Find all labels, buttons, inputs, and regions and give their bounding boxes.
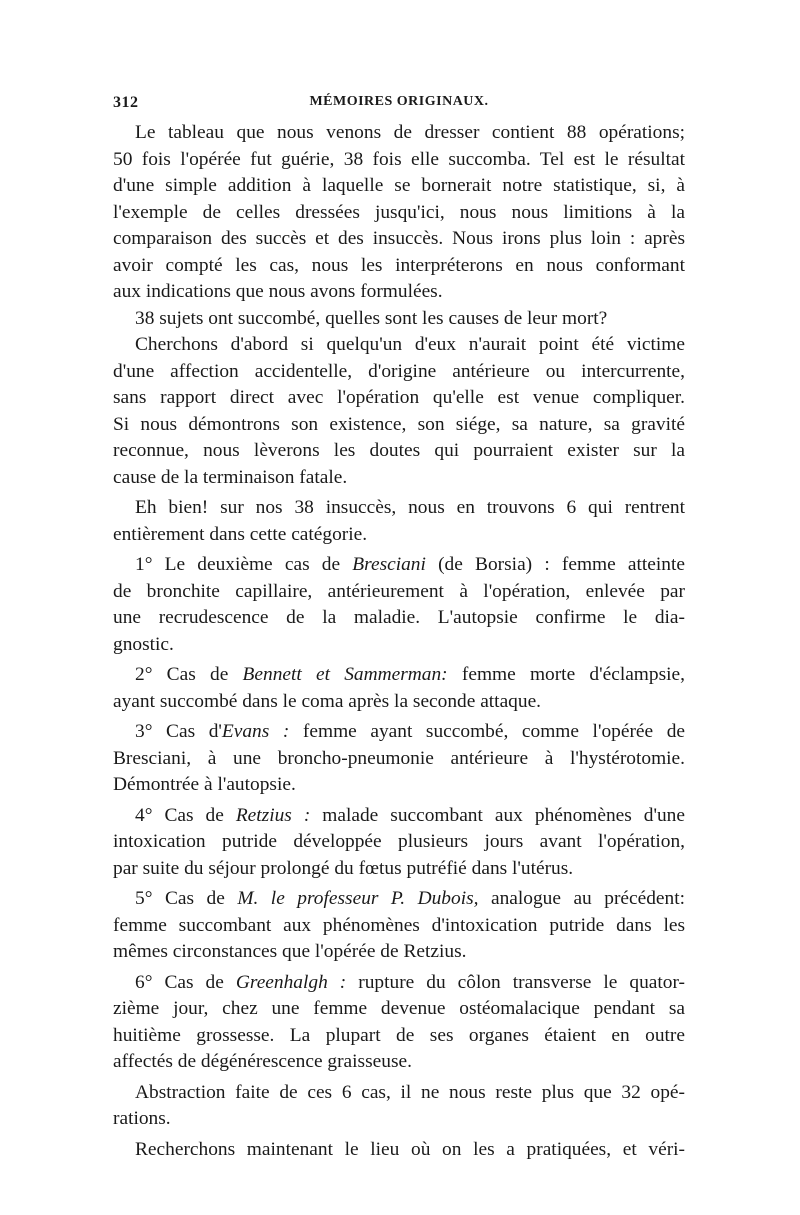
case-paragraph: [113, 552, 685, 658]
case-lead-line: [113, 662, 685, 689]
text-line: d'une simple addition à laquelle se bornerait notre statistique, si, à: [113, 175, 685, 196]
text-line: reconnue, nous lèverons les doutes qui pourraient exister sur la: [113, 440, 685, 461]
text-line: Si nous démontrons son existence, son siége, sa nature, sa gravité: [113, 413, 685, 435]
case-author-name: M. le professeur P. Dubois,: [237, 888, 479, 909]
paragraph: [113, 306, 685, 333]
text-line: une recrudescence de la maladie. L'autopsie confirme le dia-: [113, 607, 685, 628]
text-line: par suite du séjour prolongé du fœtus putréfié dans l'utérus.: [113, 857, 574, 879]
text-line: Démontrée à l'autopsie.: [113, 774, 296, 795]
paragraph: [113, 332, 685, 491]
section-title: MÉMOIRES ORIGINAUX.: [309, 94, 489, 109]
case-lead-line: [113, 970, 685, 997]
text-line: 38 sujets ont succombé, quelles sont les causes de leur mort?: [135, 307, 608, 329]
case-paragraph: [113, 662, 685, 715]
case-paragraph: [113, 970, 685, 1076]
text-line: affectés de dégénérescence graisseuse.: [113, 1051, 412, 1072]
text-line: rations.: [113, 1108, 171, 1129]
text-line: Recherchons maintenant le lieu où on les a pratiquées, et véri-: [135, 1138, 685, 1160]
case-author-name: Evans :: [221, 721, 290, 742]
text-line: mêmes circonstances que l'opérée de Retzius.: [113, 941, 467, 962]
case-lead-rest: femme ayant succombé, comme l'opérée de: [289, 721, 685, 742]
text-line: entièrement dans cette catégorie.: [113, 523, 368, 545]
page-number: 312: [113, 94, 139, 111]
case-lead-line: [113, 803, 685, 830]
case-lead-rest: femme morte d'éclampsie,: [447, 664, 685, 685]
text-line: femme succombant aux phénomènes d'intoxication putride dans les: [113, 914, 685, 936]
text-line: d'une affection accidentelle, d'origine antérieure ou intercurrente,: [113, 360, 685, 382]
case-lead-rest: malade succombant aux phénomènes d'une: [310, 804, 685, 826]
text-line: cause de la terminaison fatale.: [113, 466, 348, 488]
text-line: avoir compté les cas, nous les interpréterons en nous conformant: [113, 254, 685, 276]
body-text: [113, 120, 685, 1163]
case-author-name: Bennett et Sammerman:: [242, 664, 448, 685]
paragraph: [113, 495, 685, 548]
text-line: l'exemple de celles dressées jusqu'ici, nous nous limitions à la: [113, 201, 685, 223]
text-line: Bresciani, à une broncho-pneumonie antérieure à l'hystérotomie.: [113, 747, 685, 769]
text-line: huitième grossesse. La plupart de ses organes étaient en outre: [113, 1024, 685, 1046]
text-line: comparaison des succès et des insuccès. Nous irons plus loin : après: [113, 228, 685, 249]
case-lead: 2° Cas de: [135, 664, 243, 685]
book-page: [113, 94, 685, 1163]
case-author-name: Greenhalgh :: [235, 971, 347, 993]
paragraph: [113, 1080, 685, 1133]
case-lead: 1° Le deuxième cas de: [135, 554, 353, 575]
text-line: Cherchons d'abord si quelqu'un d'eux n'aurait point été victime: [135, 334, 685, 355]
case-author-name: Retzius :: [235, 804, 311, 826]
text-line: Abstraction faite de ces 6 cas, il ne nous reste plus que 32 opé-: [135, 1081, 685, 1103]
text-line: gnostic.: [113, 633, 174, 655]
case-lead: 3° Cas d': [135, 721, 222, 742]
case-lead-rest: (de Borsia) : femme atteinte: [425, 554, 685, 575]
text-line: zième jour, chez une femme devenue ostéomalacique pendant sa: [113, 998, 685, 1019]
case-lead-line: [113, 719, 685, 746]
case-lead: 5° Cas de: [135, 888, 238, 909]
case-lead-line: [113, 886, 685, 913]
paragraph: [113, 1137, 685, 1164]
case-paragraph: [113, 719, 685, 799]
text-line: ayant succombé dans le coma après la seconde attaque.: [113, 690, 542, 712]
text-line: sans rapport direct avec l'opération qu'elle est venue compliquer.: [113, 387, 685, 408]
case-paragraph: [113, 803, 685, 883]
text-line: Eh bien! sur nos 38 insuccès, nous en trouvons 6 qui rentrent: [135, 497, 685, 518]
case-paragraph: [113, 886, 685, 966]
paragraph: [113, 120, 685, 306]
text-line: aux indications que nous avons formulées.: [113, 281, 443, 302]
text-line: de bronchite capillaire, antérieurement à l'opération, enlevée par: [113, 580, 685, 602]
case-lead-rest: rupture du côlon transverse le quator-: [346, 971, 685, 993]
running-head: [113, 94, 685, 120]
text-line: 50 fois l'opérée fut guérie, 38 fois elle succomba. Tel est le résultat: [113, 148, 685, 170]
case-author-name: Bresciani: [352, 554, 426, 575]
case-lead: 6° Cas de: [135, 971, 236, 993]
text-line: intoxication putride développée plusieurs jours avant l'opération,: [113, 831, 685, 852]
case-lead-line: [113, 552, 685, 579]
case-lead: 4° Cas de: [135, 804, 236, 826]
text-line: Le tableau que nous venons de dresser contient 88 opérations;: [135, 122, 685, 143]
case-lead-rest: analogue au précédent:: [478, 888, 685, 909]
